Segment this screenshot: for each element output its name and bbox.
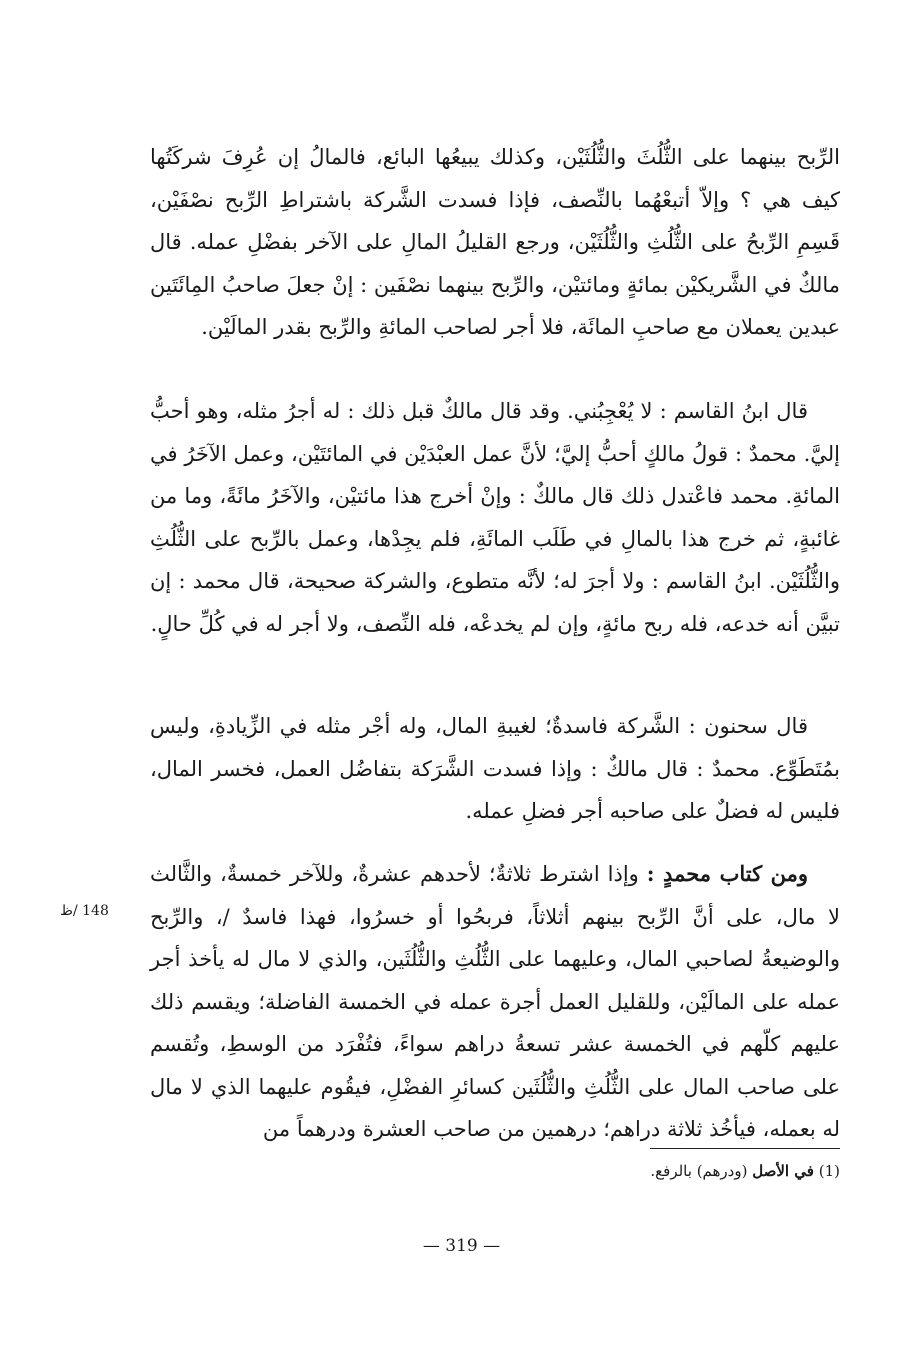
paragraph-text: الرِّبح بينهما على الثُّلُثَ والثُّلُثَيْن، وكذلك يبيعُها البائع، فالمالُ إن عُرِفَ شركَتُها كيف هي ؟ وإلاّ أتبعْهُما بالنِّصف، فإذا فسدت الشَّركة باشتراطِ الرِّبح نصْفَيْن، قَسِمِ الرِّبحُ على الثُّلُثِ والثُّلُثَيْن، ورجع القليلُ المالِ على الآخر بفضْلِ عمله. قال مالكٌ في الشَّريكيْن بمائةٍ ومائتيْن، والرِّبح بينهما نصْفَين : إنْ جعلَ صاحبُ المِائَتَين عبدين يعملان مع صاحبِ المائَة، فلا أجر لصاحب المائةِ والرِّبح بقدر المالَيْن. [150,145,840,339]
paragraph-text: قال ابنُ القاسم : لا يُعْجِبُني. وقد قال مالكٌ قبل ذلك : له أجرُ مثله، وهو أحبُّ إليَّ. محمدٌ : قولُ مالكٍ أحبُّ إليَّ؛ لأنَّ عمل العبْدَيْن في المائتَيْن، وعمل الآخَرُ في المائةِ. محمد فاعْتدل ذلك قال مالكٌ : وإنْ أخرج هذا مائتيْن، والآخَرُ مائَةً، وما من غائبةٍ، ثم خرج هذا بالمالِ في طَلَب المائَةِ، فلم يجِدْها، وعمل بالرِّبح على الثُّلُثِ والثُّلُثَيْن. ابنُ القاسم : ولا أجرَ له؛ لأنَّه متطوع، والشركة صحيحة، قال محمد : إن تبيَّن أنه خدعه، فله ربح مائةٍ، وإن لم يخدعْه، فله النِّصف، ولا أجر له في كُلِّ حالٍ. [150,399,840,636]
paragraph-text [150,853,840,1151]
paragraph-text: قال سحنون : الشَّركة فاسدةٌ؛ لغيبةِ المال، وله أجْر مثله في الزِّيادةِ، وليس بمُتَطَوِّع. محمدٌ : قال مالكٌ : وإذا فسدت الشَّرَكة بتفاضُل العمل، فخسر المال، فليس له فضلٌ على صاحبه أجر فضلِ عمله. [150,714,840,823]
folio-margin-note: 148 /ظ [60,903,109,919]
footnote-divider [650,1148,840,1149]
section-heading: ومن كتاب محمدٍ : [646,861,809,886]
paragraph-3 [150,705,840,833]
page-number: — 319 — [422,1236,501,1256]
paragraph-4 [150,853,840,1151]
footnote-marker: (1) [818,1162,840,1180]
footnote-lead: في الأصل [752,1162,814,1180]
paragraph-2 [150,390,840,645]
paragraph-body: وإذا اشترط ثلاثةٌ؛ لأحدهم عشرةٌ، وللآخر خمسةٌ، والثَّالث لا مال، على أنَّ الرِّبح بينهم أثلاثاً، فربحُوا أو خسرُوا، فهذا فاسدٌ /، والرِّبح والوضيعةُ لصاحبي المال، وعليهما على الثُّلُثِ والثُّلُثَين، والذي لا مال له يأخذ أجر عمله على المالَيْن، وللقليل العمل أجرة عمله في الخمسة الفاضلة؛ ويقسم ذلك عليهم كلّهم في الخمسة عشر تسعةُ دراهم سواءً، فتُفْرَد من الوسطِ، وتُقسم على صاحب المال على الثُّلُثِ والثُّلُثَين كسائرِ الفضْلِ، فيقُوم عليهما الذي لا مال له بعمله، فيأخُذ ثلاثة دراهم؛ درهمين من صاحب العشرة ودرهماً من [150,862,840,1141]
footnote [400,1158,840,1184]
paragraph-1 [150,136,840,349]
footnote-text: (ودرهم) بالرفع. [650,1162,748,1180]
